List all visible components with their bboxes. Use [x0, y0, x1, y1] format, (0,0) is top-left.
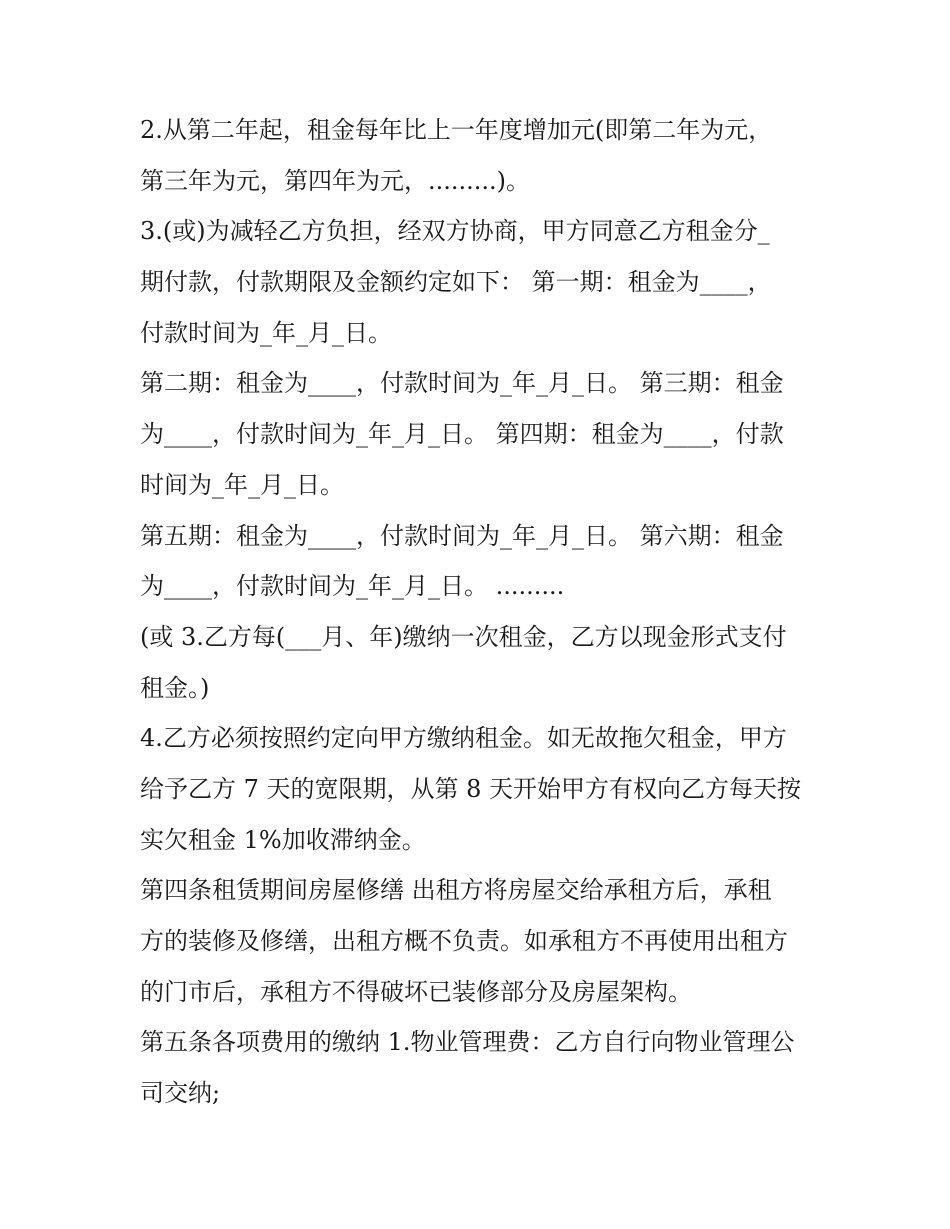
- text-line: 期付款，付款期限及金额约定如下： 第一期：租金为____，: [140, 268, 772, 297]
- paragraph-article-5-fees: [140, 1017, 820, 1118]
- document-body: [140, 105, 820, 1119]
- paragraph-installment-terms: [140, 206, 820, 358]
- text-line: 4.乙方必须按照约定向甲方缴纳租金。如无故拖欠租金，甲方: [140, 724, 787, 753]
- text-line: 司交纳;: [140, 1079, 221, 1108]
- text-line: (或 3.乙方每(___月、年)缴纳一次租金，乙方以现金形式支付: [140, 622, 787, 651]
- paragraph-installments-5-6: [140, 511, 820, 612]
- paragraph-alternative-payment: [140, 612, 820, 713]
- text-line: 2.从第二年起，租金每年比上一年度增加元(即第二年为元，: [140, 116, 773, 144]
- text-line: 给予乙方 7 天的宽限期，从第 8 天开始甲方有权向乙方每天按: [140, 774, 802, 803]
- text-line: 第五条各项费用的缴纳 1.物业管理费：乙方自行向物业管理公: [140, 1028, 795, 1057]
- paragraph-article-4-repairs: [140, 865, 820, 1017]
- text-line: 第四条租赁期间房屋修缮 出租方将房屋交给承租方后，承租: [140, 876, 772, 905]
- text-line: 为____，付款时间为_年_月_日。 .........: [140, 572, 565, 601]
- text-line: 实欠租金 1%加收滞纳金。: [140, 825, 426, 854]
- text-line: 为____，付款时间为_年_月_日。 第四期：租金为____，付款: [140, 420, 784, 449]
- paragraph-installments-2-4: [140, 358, 820, 510]
- text-line: 第五期：租金为____，付款时间为_年_月_日。 第六期：租金: [140, 521, 784, 550]
- paragraph-rent-increase: [140, 105, 820, 206]
- text-line: 方的装修及修缮，出租方概不负责。如承租方不再使用出租方: [140, 927, 788, 955]
- text-line: 的门市后，承租方不得破坏已装修部分及房屋架构。: [140, 977, 692, 1006]
- text-line: 付款时间为_年_月_日。: [140, 318, 392, 347]
- text-line: 第二期：租金为____，付款时间为_年_月_日。 第三期：租金: [140, 369, 784, 398]
- text-line: 3.(或)为减轻乙方负担，经双方协商，甲方同意乙方租金分_: [140, 217, 770, 246]
- text-line: 第三年为元，第四年为元，.........)。: [140, 166, 531, 195]
- text-line: 租金。): [140, 673, 210, 702]
- text-line: 时间为_年_月_日。: [140, 470, 344, 499]
- paragraph-late-payment: [140, 713, 820, 865]
